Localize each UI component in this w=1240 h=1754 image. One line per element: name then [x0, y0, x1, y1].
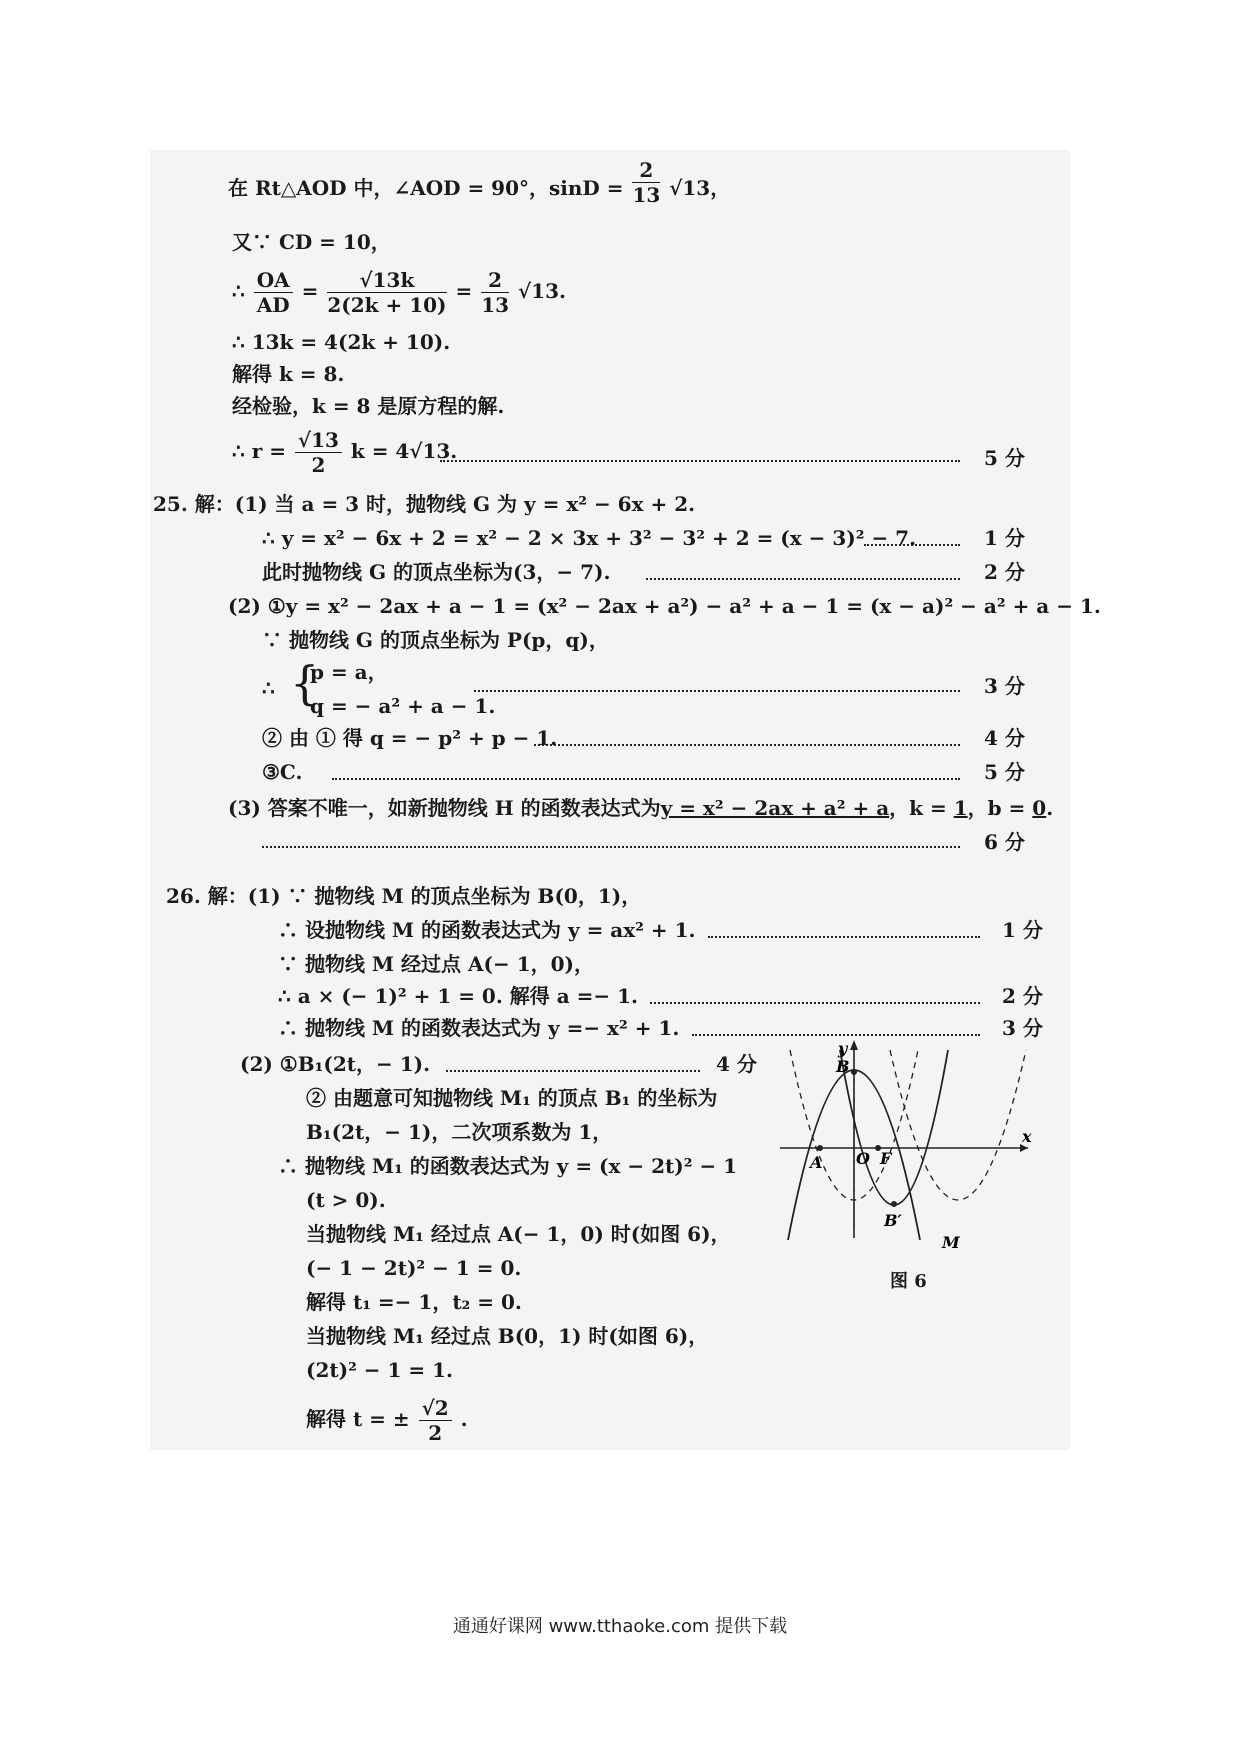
q26-line-2: ∴ 设抛物线 M 的函数表达式为 y = ax² + 1.: [278, 918, 696, 942]
point-a: [817, 1145, 823, 1151]
label-o: O: [856, 1149, 870, 1168]
q25-line-8: ③C.: [262, 760, 303, 784]
footer: 通通好课网 www.tthaoke.com 提供下载: [452, 1616, 788, 1637]
q24-line-1: 在 Rt△AOD 中，∠AOD = 90°，sinD = $\frac{2}{13}$ √13，: [228, 158, 731, 207]
q26-line-7: ② 由题意可知抛物线 M₁ 的顶点 B₁ 的坐标为: [306, 1086, 718, 1110]
q25-line-1: 25. 解：(1) 当 a = 3 时，抛物线 G 为 y = x² − 6x + 2.: [153, 492, 696, 516]
score: 4 分: [716, 1052, 757, 1076]
label-y: y: [838, 1039, 848, 1058]
q25-line-4: (2) ①y = x² − 2ax + a − 1 = (x² − 2ax + a²) − a² + a − 1 = (x − a)² − a² + a − 1.: [228, 594, 1101, 618]
label-a: A: [810, 1153, 823, 1172]
dot-leader: [534, 744, 960, 746]
q24-line-4: ∴ 13k = 4(2k + 10).: [232, 330, 451, 354]
point-b-prime: [891, 1201, 897, 1207]
point-b: [851, 1069, 857, 1075]
score: 2 分: [984, 560, 1025, 584]
q25-line-5: ∵ 抛物线 G 的顶点坐标为 P(p，q)，: [262, 628, 609, 652]
dot-leader: [332, 778, 960, 780]
q24-line-2: 又∵ CD = 10，: [232, 230, 391, 254]
dashed-parabola-right: [890, 1050, 1026, 1200]
label-f: F: [880, 1149, 892, 1168]
dot-leader: [864, 544, 960, 546]
label-b-prime: B′: [884, 1211, 902, 1230]
q26-line-16: 解得 t = ± $\frac{√2}{2}$ .: [306, 1396, 468, 1445]
q26-line-3: ∵ 抛物线 M 经过点 A(− 1，0)，: [278, 952, 594, 976]
q25-line-9: (3) 答案不唯一，如新抛物线 H 的函数表达式为y = x² − 2ax + a² + a，k = 1，b = 0.: [228, 796, 1054, 820]
q24-line-6: 经检验，k = 8 是原方程的解.: [232, 394, 505, 418]
q24-line-5: 解得 k = 8.: [232, 362, 345, 386]
label-x: x: [1022, 1127, 1032, 1146]
y-axis-arrow: [850, 1040, 858, 1050]
score: 3 分: [1002, 1016, 1043, 1040]
score: 6 分: [984, 830, 1025, 854]
score: 5 分: [984, 446, 1025, 470]
q26-line-12: (− 1 − 2t)² − 1 = 0.: [306, 1256, 522, 1280]
q25-system-b: q = − a² + a − 1.: [310, 694, 496, 718]
q25-line-7: ② 由 ① 得 q = − p² + p − 1.: [262, 726, 558, 750]
q26-line-8: B₁(2t，− 1)，二次项系数为 1，: [306, 1120, 613, 1144]
q26-line-13: 解得 t₁ =− 1，t₂ = 0.: [306, 1290, 522, 1314]
q24-line-3: ∴ $\frac{OA}{AD}$ = $\frac{√13k}{2(2k + 10)}$ = $\frac{2}{13}$ √13.: [232, 268, 566, 317]
score: 4 分: [984, 726, 1025, 750]
dot-leader: [474, 690, 960, 692]
q26-line-6: (2) ①B₁(2t，− 1).: [240, 1052, 431, 1076]
label-m: M: [942, 1233, 960, 1252]
brace: {: [290, 656, 320, 710]
dot-leader: [650, 1002, 980, 1004]
figure-6: [770, 1030, 1040, 1260]
score: 2 分: [1002, 984, 1043, 1008]
score: 1 分: [984, 526, 1025, 550]
q26-line-10: (t > 0).: [306, 1188, 386, 1212]
q26-line-4: ∴ a × (− 1)² + 1 = 0. 解得 a =− 1.: [278, 984, 639, 1008]
figure-caption: 图 6: [890, 1271, 927, 1292]
label-b: B: [836, 1057, 850, 1076]
dot-leader: [262, 846, 960, 848]
dot-leader: [440, 460, 960, 462]
score: 3 分: [984, 674, 1025, 698]
q26-line-5: ∴ 抛物线 M 的函数表达式为 y =− x² + 1.: [278, 1016, 680, 1040]
q25-system-a: p = a，: [310, 660, 388, 684]
q26-line-15: (2t)² − 1 = 1.: [306, 1358, 454, 1382]
dot-leader: [646, 578, 960, 580]
q26-line-1: 26. 解：(1) ∵ 抛物线 M 的顶点坐标为 B(0，1)，: [166, 884, 642, 908]
score: 1 分: [1002, 918, 1043, 942]
q25-line-3: 此时抛物线 G 的顶点坐标为(3，− 7).: [262, 560, 611, 584]
q26-line-14: 当抛物线 M₁ 经过点 B(0，1) 时(如图 6)，: [306, 1324, 709, 1348]
q26-line-9: ∴ 抛物线 M₁ 的函数表达式为 y = (x − 2t)² − 1: [278, 1154, 738, 1178]
dot-leader: [708, 936, 980, 938]
q24-line-7: ∴ r = $\frac{√13}{2}$ k = 4√13.: [232, 428, 458, 477]
q25-line-6-pre: ∴: [262, 676, 275, 700]
q26-line-11: 当抛物线 M₁ 经过点 A(− 1，0) 时(如图 6)，: [306, 1222, 731, 1246]
q25-line-2: ∴ y = x² − 6x + 2 = x² − 2 × 3x + 3² − 3² + 2 = (x − 3)² − 7.: [262, 526, 917, 550]
score: 5 分: [984, 760, 1025, 784]
dot-leader: [446, 1070, 700, 1072]
